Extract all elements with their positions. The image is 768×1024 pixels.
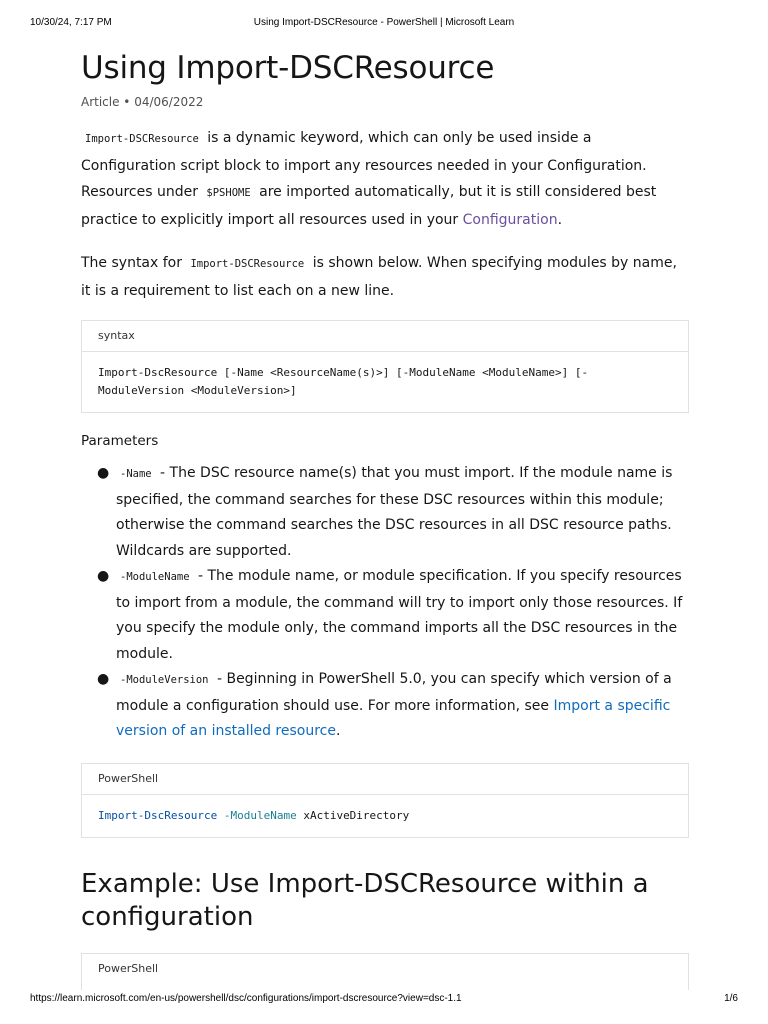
- print-page-number: 1/6: [724, 993, 738, 1004]
- article: [81, 50, 689, 990]
- syntax-intro-paragraph: The syntax for Import-DSCResource is shown below. When specifying modules by name, it is a requirement to list each on a new line.: [81, 255, 677, 299]
- list-item: ● -ModuleName - The module name, or module specification. If you specify resources to import from a module, the command will try to import only those resources. If you specify the module only, the command imports all the DSC resources in the module.: [81, 564, 689, 667]
- bullet-icon: ●: [97, 671, 110, 688]
- code-language-label: PowerShell: [98, 962, 159, 976]
- parameter-name: -ModuleVersion: [120, 674, 209, 687]
- print-datetime: 10/30/24, 7:17 PM: [30, 17, 112, 28]
- intro-text: is a dynamic keyword, which can only be used inside a Configuration script block to import any resources needed in your Configuration. Resources under: [81, 130, 647, 201]
- parameters-label: Parameters: [81, 433, 159, 450]
- parameter-list: [81, 461, 689, 745]
- intro-paragraph: Import-DSCResource is a dynamic keyword, which can only be used inside a Configuration script block to import any resources needed in your Configuration. Resources under $PSHOME are imported automatically, but it is still considered best practice to explicitly import all resources used in your Configuration.: [81, 130, 657, 228]
- code-argument: xActiveDirectory: [303, 808, 410, 822]
- list-item: ● -ModuleVersion - Beginning in PowerShell 5.0, you can specify which version of a module a configuration should use. For more information, see Import a specific version of an installed resource.: [81, 667, 689, 745]
- bullet-icon: ●: [97, 465, 110, 482]
- syntax-code-block: [81, 320, 689, 413]
- import-specific-version-link[interactable]: Import a specific version of an installed resource: [116, 697, 671, 740]
- parameter-name: -Name: [120, 468, 152, 481]
- example-code-block: [81, 953, 689, 990]
- example-heading: Example: Use Import-DSCResource within a configuration: [81, 868, 649, 933]
- code-language-label: syntax: [82, 321, 688, 352]
- code-parameter: -ModuleName: [223, 808, 297, 822]
- powershell-code[interactable]: [82, 795, 688, 837]
- list-item: ● -Name - The DSC resource name(s) that you must import. If the module name is specified, the command searches for these DSC resources within this module; otherwise the command searches the DSC resources in all DSC resource paths. Wildcards are supported.: [81, 461, 689, 564]
- parameter-name: -ModuleName: [120, 571, 190, 584]
- print-footer: [30, 993, 738, 1004]
- inline-code: $PSHOME: [206, 187, 251, 200]
- bullet-icon: ●: [97, 568, 110, 585]
- print-header: [30, 17, 738, 28]
- code-command: Import-DscResource: [98, 808, 218, 822]
- inline-code: Import-DSCResource: [85, 133, 199, 146]
- code-language-label: PowerShell: [82, 764, 688, 795]
- article-meta: Article • 04/06/2022: [81, 95, 204, 110]
- syntax-code[interactable]: Import-DscResource [-Name <ResourceName(s)>] [-ModuleName <ModuleName>] [-ModuleVersion <ModuleVersion>]: [98, 366, 589, 398]
- print-url: https://learn.microsoft.com/en-us/powershell/dsc/configurations/import-dscresource?view=dsc-1.1: [30, 993, 462, 1004]
- configuration-link[interactable]: Configuration: [462, 211, 558, 228]
- intro-text: are imported automatically, but it is still considered best practice to explicitly import all resources used in your: [81, 184, 657, 228]
- powershell-code-block: [81, 763, 689, 838]
- inline-code: Import-DSCResource: [190, 258, 305, 271]
- print-page-title: Using Import-DSCResource - PowerShell | Microsoft Learn: [253, 17, 515, 28]
- page-title: Using Import-DSCResource: [81, 50, 495, 86]
